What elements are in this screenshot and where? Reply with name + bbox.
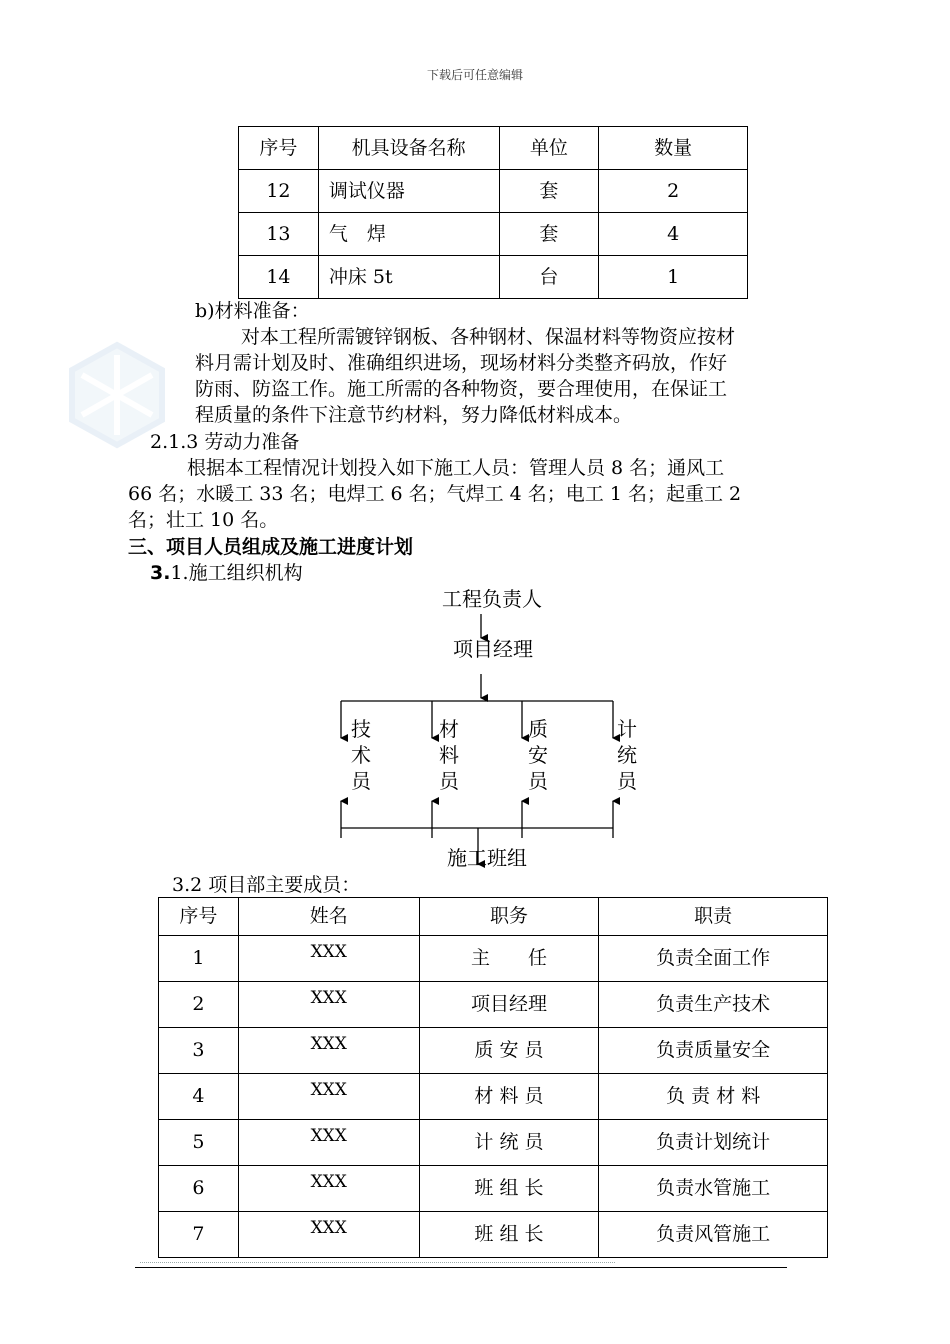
cell-equipment-name: 调试仪器 bbox=[318, 170, 499, 213]
cell-quantity: 1 bbox=[599, 256, 748, 299]
cell-unit: 套 bbox=[499, 213, 599, 256]
org-role-tech: 技术员 bbox=[351, 717, 371, 793]
cell-duty: 负责生产技术 bbox=[599, 982, 828, 1028]
cell-position: 班 组 长 bbox=[419, 1166, 599, 1212]
labor-prep-line: 根据本工程情况计划投入如下施工人员：管理人员 8 名；通风工 bbox=[187, 457, 725, 479]
cell-name: XXX bbox=[238, 1166, 419, 1212]
col-header-index: 序号 bbox=[159, 898, 239, 936]
col-header-equipment-name: 机具设备名称 bbox=[318, 127, 499, 170]
col-header-index: 序号 bbox=[239, 127, 319, 170]
table-row bbox=[159, 1028, 828, 1074]
footer-dotted-rule bbox=[140, 1262, 615, 1263]
cell-index: 4 bbox=[159, 1074, 239, 1120]
subsection-number: 3. bbox=[150, 562, 171, 584]
table-row bbox=[159, 1120, 828, 1166]
footer-rule bbox=[135, 1267, 787, 1268]
labor-prep-line: 66 名；水暖工 33 名；电焊工 6 名；气焊工 4 名；电工 1 名；起重工 2 bbox=[128, 483, 742, 505]
cell-index: 1 bbox=[159, 936, 239, 982]
table-row bbox=[159, 1074, 828, 1120]
material-prep-line: 对本工程所需镀锌钢板、各种钢材、保温材料等物资应按材 bbox=[241, 326, 736, 348]
org-role-stats: 计统员 bbox=[617, 717, 637, 793]
col-header-unit: 单位 bbox=[499, 127, 599, 170]
cell-duty: 负责全面工作 bbox=[599, 936, 828, 982]
cell-duty: 负 责 材 料 bbox=[599, 1074, 828, 1120]
org-role-material: 材料员 bbox=[439, 717, 459, 793]
cell-quantity: 2 bbox=[599, 170, 748, 213]
material-prep-line: 程质量的条件下注意节约材料，努力降低材料成本。 bbox=[195, 404, 633, 426]
cell-name: XXX bbox=[238, 1212, 419, 1258]
header-note: 下载后可任意编辑 bbox=[426, 68, 523, 82]
cell-duty: 负责水管施工 bbox=[599, 1166, 828, 1212]
material-prep-line: 料月需计划及时、准确组织进场，现场材料分类整齐码放，作好 bbox=[195, 352, 728, 374]
cell-position: 材 料 员 bbox=[419, 1074, 599, 1120]
material-prep-line: 防雨、防盗工作。施工所需的各种物资，要合理使用，在保证工 bbox=[195, 378, 728, 400]
cell-name: XXX bbox=[238, 1120, 419, 1166]
cell-duty: 负责质量安全 bbox=[599, 1028, 828, 1074]
cell-name: XXX bbox=[238, 1074, 419, 1120]
cell-index: 7 bbox=[159, 1212, 239, 1258]
material-prep-heading: b)材料准备： bbox=[195, 300, 310, 322]
org-bottom-node: 施工班组 bbox=[447, 846, 527, 870]
cell-name: XXX bbox=[238, 1028, 419, 1074]
cell-name: XXX bbox=[238, 936, 419, 982]
cell-position: 质 安 员 bbox=[419, 1028, 599, 1074]
cell-position: 主 任 bbox=[419, 936, 599, 982]
cell-index: 6 bbox=[159, 1166, 239, 1212]
cell-index: 12 bbox=[239, 170, 319, 213]
table-row bbox=[159, 936, 828, 982]
cell-index: 2 bbox=[159, 982, 239, 1028]
table-row bbox=[159, 1166, 828, 1212]
staff-table bbox=[158, 897, 828, 1258]
cell-unit: 台 bbox=[499, 256, 599, 299]
subsection-title-3-2: 3.2 项目部主要成员： bbox=[172, 874, 361, 896]
cell-quantity: 4 bbox=[599, 213, 748, 256]
subsection-text: 1.施工组织机构 bbox=[170, 562, 303, 584]
table-header-row bbox=[159, 898, 828, 936]
cell-duty: 负责计划统计 bbox=[599, 1120, 828, 1166]
cell-unit: 套 bbox=[499, 170, 599, 213]
org-manager-node: 项目经理 bbox=[453, 637, 533, 661]
col-header-duty: 职责 bbox=[599, 898, 828, 936]
cell-position: 计 统 员 bbox=[419, 1120, 599, 1166]
cell-index: 14 bbox=[239, 256, 319, 299]
cell-equipment-name: 气 焊 bbox=[318, 213, 499, 256]
cell-index: 5 bbox=[159, 1120, 239, 1166]
col-header-name: 姓名 bbox=[238, 898, 419, 936]
col-header-position: 职务 bbox=[419, 898, 599, 936]
col-header-quantity: 数量 bbox=[599, 127, 748, 170]
org-top-node: 工程负责人 bbox=[442, 587, 542, 611]
labor-prep-heading: 2.1.3 劳动力准备 bbox=[150, 431, 300, 453]
cell-position: 班 组 长 bbox=[419, 1212, 599, 1258]
cell-duty: 负责风管施工 bbox=[599, 1212, 828, 1258]
table-row bbox=[159, 1212, 828, 1258]
cell-index: 13 bbox=[239, 213, 319, 256]
table-row bbox=[159, 982, 828, 1028]
labor-prep-line: 名；壮工 10 名。 bbox=[128, 509, 279, 531]
cell-index: 3 bbox=[159, 1028, 239, 1074]
cell-position: 项目经理 bbox=[419, 982, 599, 1028]
cell-equipment-name: 冲床 5t bbox=[318, 256, 499, 299]
org-role-quality: 质安员 bbox=[528, 717, 548, 793]
section-title: 三、项目人员组成及施工进度计划 bbox=[128, 536, 414, 558]
cell-name: XXX bbox=[238, 982, 419, 1028]
